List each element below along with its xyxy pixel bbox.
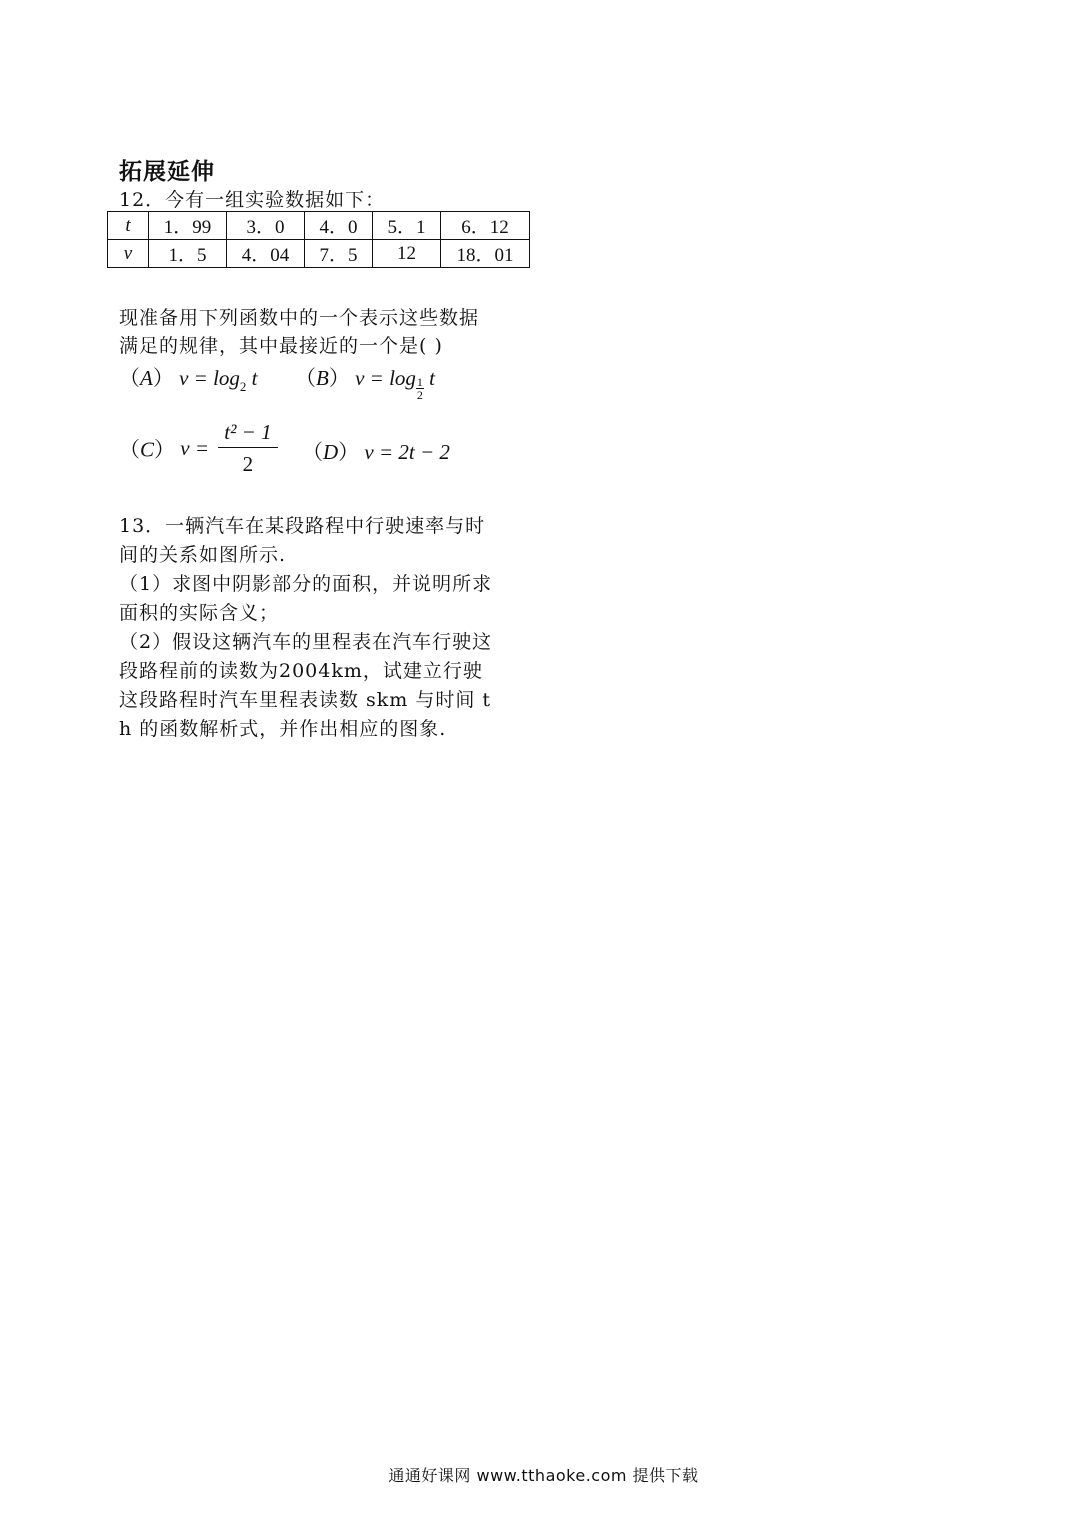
table-cell: 4．0: [305, 212, 373, 240]
log-base: 2: [239, 379, 247, 394]
q13-line: 13．一辆汽车在某段路程中行驶速率与时: [119, 515, 486, 537]
table-cell: 6．12: [441, 212, 530, 240]
log-arg: t: [429, 366, 435, 390]
q12-text-line: 现准备用下列函数中的一个表示这些数据: [119, 307, 480, 329]
q13-line: 面积的实际含义；: [119, 602, 280, 624]
data-table: [107, 211, 530, 268]
q13-line: h 的函数解析式，并作出相应的图象.: [119, 718, 447, 740]
q13-text: [119, 512, 492, 744]
table-row: [108, 212, 530, 240]
q12-intro: 12．今有一组实验数据如下：: [119, 189, 386, 211]
option-a: （A） $v = \log_2 t$: [119, 366, 258, 394]
fraction-numerator: t² − 1: [218, 420, 277, 448]
table-cell: 5．1: [373, 212, 441, 240]
table-cell: 1．99: [149, 212, 227, 240]
table-row: [108, 240, 530, 268]
fraction-denominator: 2: [242, 452, 254, 476]
log-base-fraction: [416, 376, 424, 401]
page-footer: 通通好课网 www.tthaoke.com 提供下载: [388, 1466, 699, 1485]
q13-line: 这段路程时汽车里程表读数 skm 与时间 t: [119, 689, 492, 711]
option-b: （B） v = log $\frac{1}{2}$ t: [295, 366, 435, 402]
table-var-cell: v: [108, 240, 149, 268]
option-d: （D） v = 2t − 2: [302, 440, 450, 464]
q13-line: 段路程前的读数为2004km，试建立行驶: [119, 660, 483, 682]
q13-line: （2）假设这辆汽车的里程表在汽车行驶这: [119, 631, 493, 653]
q13-line: 间的关系如图所示.: [119, 544, 287, 566]
section-title: 拓展延伸: [119, 159, 215, 185]
table-cell: 18．01: [441, 240, 530, 268]
option-c: （C） v = $\frac{\text{t² − 1}}{2}$: [119, 420, 282, 477]
option-label: D: [323, 440, 339, 464]
table-cell: 12: [373, 240, 441, 268]
option-expr: v = log: [355, 366, 416, 390]
option-expr: v =: [180, 436, 210, 460]
option-expr: v = 2t − 2: [364, 440, 450, 464]
table-cell: 4．04: [227, 240, 305, 268]
table-cell: 1．5: [149, 240, 227, 268]
q13-line: （1）求图中阴影部分的面积，并说明所求: [119, 573, 493, 595]
option-label: B: [316, 366, 329, 390]
q12-text-line: 满足的规律，其中最接近的一个是( ): [119, 335, 443, 357]
log-arg: t: [251, 366, 258, 390]
log-base-den: 2: [416, 388, 423, 402]
table-cell: 3．0: [227, 212, 305, 240]
option-label: A: [140, 366, 153, 390]
option-expr: v = log: [179, 366, 240, 390]
log-base-num: 1: [416, 375, 423, 389]
table-var-cell: t: [108, 212, 149, 240]
fraction: [218, 420, 277, 477]
option-label: C: [140, 437, 155, 462]
table-cell: 7．5: [305, 240, 373, 268]
